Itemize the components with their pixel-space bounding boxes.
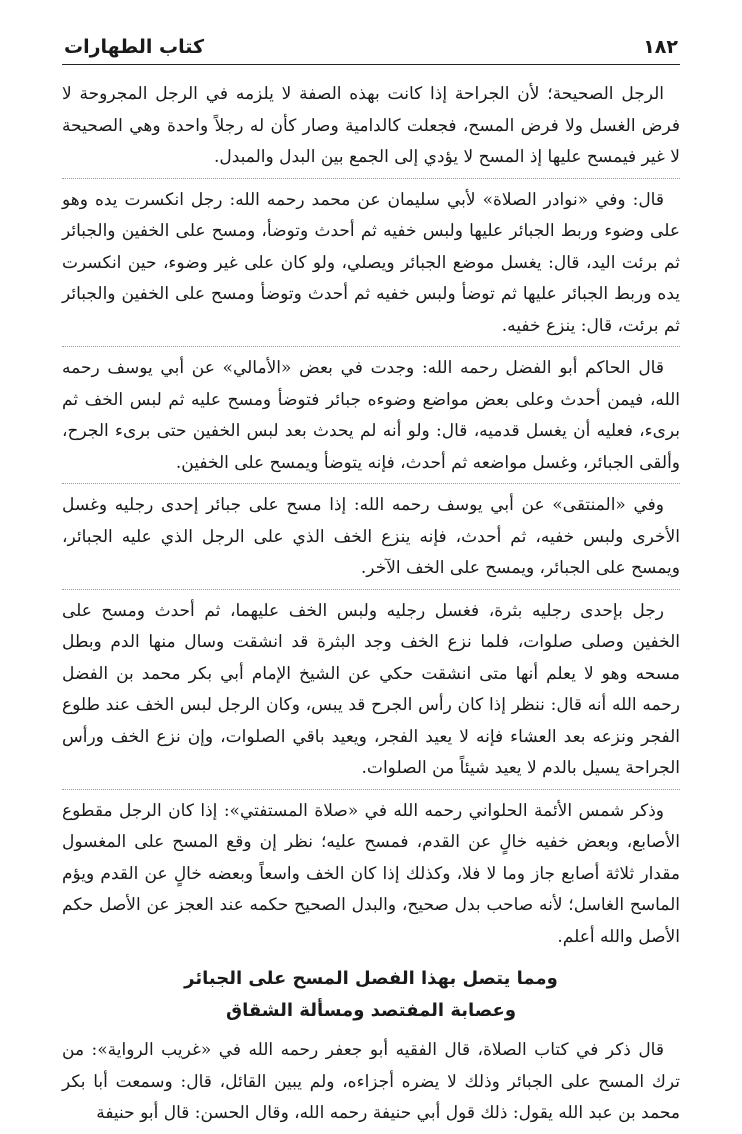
divider — [62, 346, 680, 347]
divider — [62, 789, 680, 790]
paragraph: رجل بإحدى رجليه بثرة، فغسل رجليه ولبس الخف عليهما، ثم أحدث ومسح على الخفين وصلى صلوات، فلما نزع الخف وجد البثرة قد انشقت وسال منها الدم وبطل مسحه وهو لا يعلم أنها متى انشقت حكي عن الشيخ الإمام أبي بكر محمد بن الفضل رحمه الله أنه قال: ننظر إذا كان رأس الجرح قد يبس، وكان الرجل لبس الخف عند طلوع الفجر ونزعه بعد العشاء فإنه لا يعيد الفجر، ويعيد باقي الصلوات، وإن نزع الخف ورأس الجراحة يسيل بالدم لا يعيد شيئاً من الصلوات. — [62, 600, 680, 778]
paragraph: الرجل الصحيحة؛ لأن الجراحة إذا كانت بهذه الصفة لا يلزمه في الرجل المجروحة لا فرض الغسل ولا فرض المسح، فجعلت كالدامية وصار كأن له رجلاً واحدة وهي الصحيحة لا غير فيمسح عليها إذ المسح لا يؤدي إلى الجمع بين البدل والمبدل. — [62, 84, 680, 167]
book-page — [62, 36, 680, 1134]
paragraph: وفي «المنتقى» عن أبي يوسف رحمه الله: إذا مسح على جبائر إحدى رجليه وغسل الأخرى ولبس خفيه، ثم أحدث، فإنه ينزع الخف الذي على الرجل الذي عليه الجبائر، ويمسح على الجبائر، ويمسح على الخف الآخر. — [62, 495, 680, 578]
divider — [62, 483, 680, 484]
section-heading-line: وعصابة المفتصد ومسألة الشقاق — [225, 1000, 517, 1021]
section-heading-line: ومما يتصل بهذا الفصل المسح على الجبائر — [184, 968, 558, 989]
paragraph: قال الحاكم أبو الفضل رحمه الله: وجدت في بعض «الأمالي» عن أبي يوسف رحمه الله، فيمن أحدث وعلى بعض مواضع وضوءه جبائر فتوضأ ومسح عليه ثم لبس الخف ثم برىء، فعليه أن يغسل قدميه، قال: ولو أنه لم يحدث بعد لبس الخفين حتى برىء الجرح، وألقى الجبائر، وغسل مواضعه ثم أحدث، فإنه يتوضأ ويمسح على الخفين. — [62, 358, 680, 473]
paragraph: قال ذكر في كتاب الصلاة، قال الفقيه أبو جعفر رحمه الله في «غريب الرواية»: من ترك المسح على الجبائر وذلك لا يضره أجزاءه، ولم يبين القائل، قال: وسمعت أبا بكر محمد بن عبد الله يقول: ذلك قول أبي حنيفة رحمه الله، وقال الحسن: قال أبو حنيفة — [62, 1040, 680, 1123]
page-header — [62, 36, 680, 65]
paragraph: قال: وفي «نوادر الصلاة» لأبي سليمان عن محمد رحمه الله: رجل انكسرت يده وهو على وضوء وربط الجبائر عليها ولبس خفيه ثم أحدث وتوضأ، ومسح على الخفين والجبائر ثم برئت اليد، قال: يغسل موضع الجبائر ويصلي، ولو كان على غير وضوء، حين انكسرت يده وربط الجبائر عليها ثم توضأ ولبس خفيه ثم أحدث وتوضأ ومسح على الخفين والجبائر ثم برئت، قال: ينزع خفيه. — [62, 189, 680, 336]
book-title: كتاب الطهارات — [64, 36, 205, 58]
paragraph: وذكر شمس الأئمة الحلواني رحمه الله في «صلاة المستفتي»: إذا كان الرجل مقطوع الأصابع، وبعض خفيه خالٍ عن القدم، فمسح عليه؛ نظر إن وقع المسح على المغسول مقدار ثلاثة أصابع جاز وما لا فلا، وكذلك إذا كان الخف واسعاً وبعضه خالٍ عن القدم ويؤم الماسح الغاسل؛ لأنه صاحب بدل صحيح، والبدل الصحيح حكمه عند العجز عن الأصل حكم الأصل والله أعلم. — [62, 800, 680, 947]
page-number: ١٨٢ — [643, 36, 678, 58]
divider — [62, 178, 680, 179]
section-heading — [62, 963, 680, 1027]
divider — [62, 589, 680, 590]
